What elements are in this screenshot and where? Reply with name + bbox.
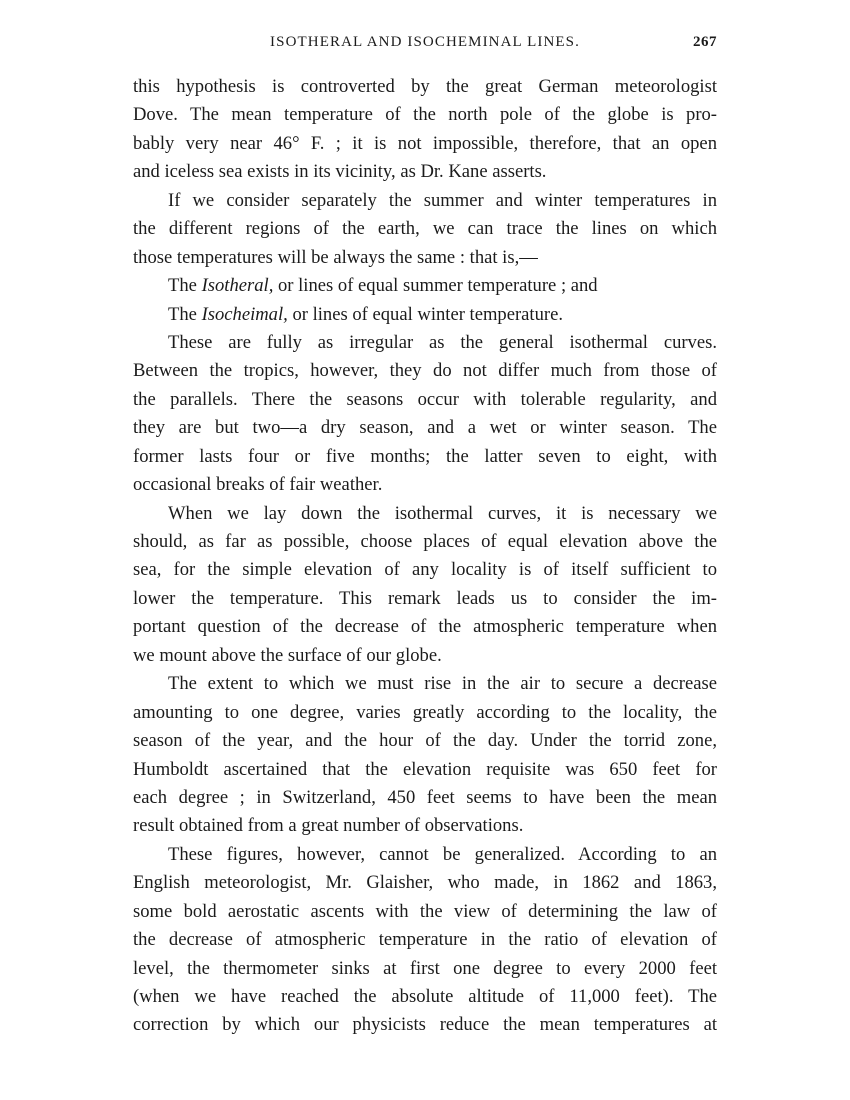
text-line: should, as far as possible, choose places of equal elevation above the <box>133 531 717 552</box>
text-line: These figures, however, cannot be generalized. According to an <box>168 843 717 865</box>
text-line: the parallels. There the seasons occur with tolerable regularity, and <box>133 388 717 410</box>
text-line: season of the year, and the hour of the day. Under the torrid zone, <box>133 730 717 752</box>
text-line: correction by which our physicists reduce the mean temperatures at <box>133 1014 717 1036</box>
text-line: result obtained from a great number of observations. <box>133 815 524 837</box>
text-segment: or lines of equal winter temperature. <box>287 303 563 325</box>
text-line: former lasts four or five months; the latter seven to eight, with <box>133 445 717 467</box>
text-line: If we consider separately the summer and winter temperatures in <box>168 189 717 211</box>
text-line: Humboldt ascertained that the elevation requisite was 650 feet for <box>133 758 717 780</box>
body-text <box>133 73 717 1040</box>
text-line: When we lay down the isothermal curves, it is necessary we <box>168 502 717 524</box>
text-line: amounting to one degree, varies greatly according to the locality, the <box>133 701 717 723</box>
text-line: sea, for the simple elevation of any locality is of itself sufficient to <box>133 559 717 581</box>
text-line: level, the thermometer sinks at first one degree to every 2000 feet <box>133 957 717 979</box>
text-segment: The <box>168 303 202 325</box>
running-title: ISOTHERAL AND ISOCHEMINAL LINES. <box>270 34 580 50</box>
italic-term: Isocheimal, <box>201 303 288 325</box>
text-line: they are but two—a dry season, and a wet or winter season. The <box>133 417 717 439</box>
text-line: we mount above the surface of our globe. <box>133 644 442 666</box>
text-line: and iceless sea exists in its vicinity, as Dr. Kane asserts. <box>133 161 547 183</box>
text-line: those temperatures will be always the same : that is,— <box>133 246 538 268</box>
text-line: the decrease of atmospheric temperature in the ratio of elevation of <box>133 929 717 951</box>
text-line: Between the tropics, however, they do not differ much from those of <box>133 360 717 382</box>
text-line: These are fully as irregular as the general isothermal curves. <box>168 331 717 353</box>
text-line <box>133 272 717 300</box>
text-line: occasional breaks of fair weather. <box>133 474 383 496</box>
text-line: some bold aerostatic ascents with the view of determining the law of <box>133 900 717 922</box>
text-line: bably very near 46° F. ; it is not impossible, therefore, that an open <box>133 132 717 154</box>
italic-term: Isotheral, <box>201 275 274 297</box>
text-line: portant question of the decrease of the atmospheric temperature when <box>133 616 717 638</box>
text-line: each degree ; in Switzerland, 450 feet seems to have been the mean <box>133 786 717 808</box>
text-segment: The <box>168 275 202 297</box>
page-number: 267 <box>693 34 717 50</box>
text-line: this hypothesis is controverted by the great German meteorologist <box>133 76 717 97</box>
text-line <box>133 301 717 329</box>
text-line: (when we have reached the absolute altitude of 11,000 feet). The <box>133 986 717 1007</box>
text-segment: or lines of equal summer temperature ; and <box>273 275 598 297</box>
text-line: The extent to which we must rise in the air to secure a decrease <box>168 673 717 695</box>
text-line: Dove. The mean temperature of the north pole of the globe is pro- <box>133 104 717 126</box>
running-head <box>133 34 717 58</box>
text-line: English meteorologist, Mr. Glaisher, who made, in 1862 and 1863, <box>133 872 717 894</box>
text-line: lower the temperature. This remark leads us to consider the im- <box>133 587 717 609</box>
text-line: the different regions of the earth, we can trace the lines on which <box>133 218 717 240</box>
